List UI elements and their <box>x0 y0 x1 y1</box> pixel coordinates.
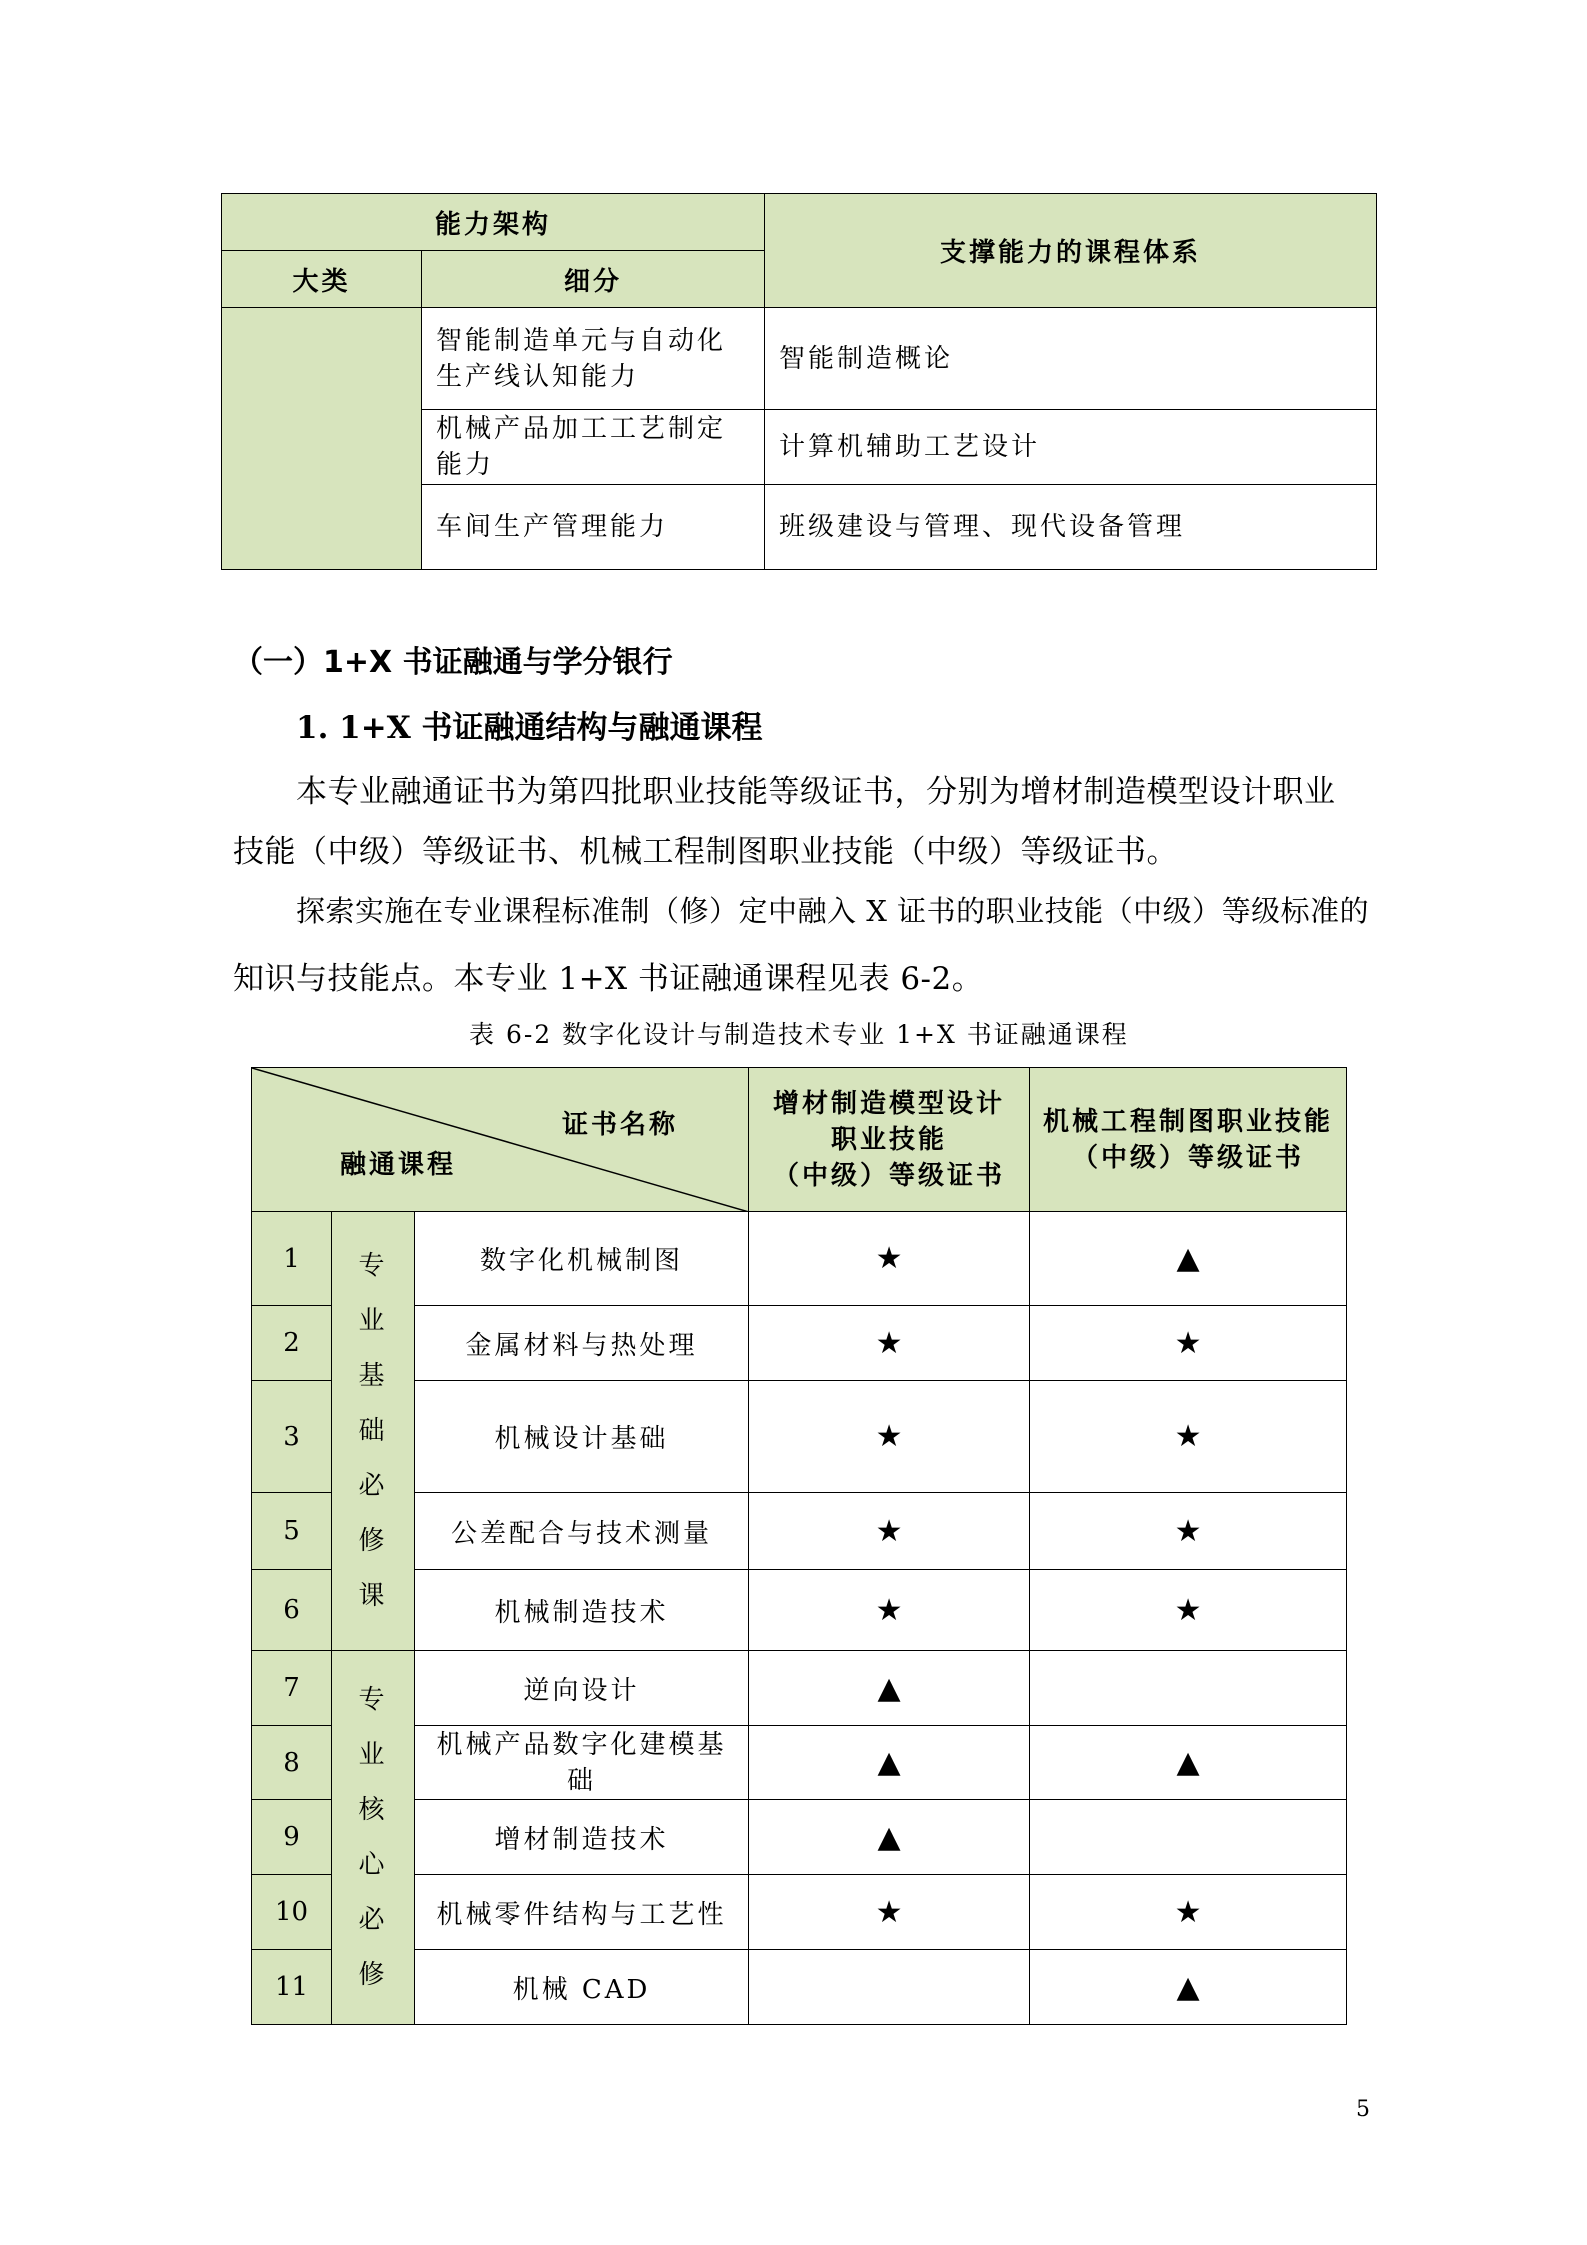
cert1-mark: ★ <box>749 1381 1030 1493</box>
course-cell: 计算机辅助工艺设计 <box>765 410 1377 485</box>
row-number: 7 <box>252 1651 332 1726</box>
cert-integration-table <box>251 1067 1347 2025</box>
course-name: 公差配合与技术测量 <box>415 1493 749 1570</box>
paragraph-2-line-2: 知识与技能点。本专业 1+X 书证融通课程见表 6-2。 <box>233 961 984 997</box>
cert2-header <box>1030 1068 1347 1212</box>
cert2-mark: ▲ <box>1030 1212 1347 1306</box>
cert1-mark: ★ <box>749 1493 1030 1570</box>
course-name: 增材制造技术 <box>415 1800 749 1875</box>
cert1-mark: ★ <box>749 1212 1030 1306</box>
row-number: 10 <box>252 1875 332 1950</box>
ability-framework-header: 能力架构 <box>222 194 765 251</box>
course-label: 融通课程 <box>340 1150 457 1180</box>
cert1-line: 职业技能 <box>831 1124 948 1155</box>
cert1-mark: ★ <box>749 1306 1030 1381</box>
row-number: 6 <box>252 1570 332 1651</box>
category-basic-required <box>332 1212 415 1651</box>
cert2-mark <box>1030 1800 1347 1875</box>
category-cell <box>222 308 422 570</box>
row-number: 11 <box>252 1950 332 2025</box>
cert2-mark: ★ <box>1030 1875 1347 1950</box>
cert2-mark: ★ <box>1030 1493 1347 1570</box>
cert1-line: 增材制造模型设计 <box>773 1088 1006 1119</box>
diagonal-header-cell <box>252 1068 749 1212</box>
course-name: 机械设计基础 <box>415 1381 749 1493</box>
cert2-mark: ▲ <box>1030 1726 1347 1800</box>
cert2-mark <box>1030 1651 1347 1726</box>
category-text: 专业核心必修 <box>358 1684 388 1990</box>
section-heading: （一）1+X 书证融通与学分银行 <box>233 645 673 680</box>
category-text: 专业基础必修课 <box>358 1250 388 1611</box>
cert2-mark: ▲ <box>1030 1950 1347 2025</box>
cert2-mark: ★ <box>1030 1306 1347 1381</box>
page-number: 5 <box>1356 2097 1370 2122</box>
row-number: 1 <box>252 1212 332 1306</box>
course-name: 机械制造技术 <box>415 1570 749 1651</box>
cert1-mark: ▲ <box>749 1726 1030 1800</box>
cert1-mark: ★ <box>749 1875 1030 1950</box>
paragraph-1-line-2: 技能（中级）等级证书、机械工程制图职业技能（中级）等级证书。 <box>233 834 1178 870</box>
row-number: 8 <box>252 1726 332 1800</box>
course-name: 金属材料与热处理 <box>415 1306 749 1381</box>
course-name: 机械 CAD <box>415 1950 749 2025</box>
cert2-mark: ★ <box>1030 1570 1347 1651</box>
cert2-mark: ★ <box>1030 1381 1347 1493</box>
ability-cell: 车间生产管理能力 <box>422 485 765 570</box>
ability-cell: 智能制造单元与自动化生产线认知能力 <box>422 308 765 410</box>
category-core-required <box>332 1651 415 2025</box>
row-number: 9 <box>252 1800 332 1875</box>
row-number: 5 <box>252 1493 332 1570</box>
cert-name-label: 证书名称 <box>562 1110 679 1140</box>
ability-course-table <box>221 193 1377 570</box>
course-name: 数字化机械制图 <box>415 1212 749 1306</box>
cert1-mark <box>749 1950 1030 2025</box>
paragraph-2-line-1: 探索实施在专业课程标准制（修）定中融入 X 证书的职业技能（中级）等级标准的 <box>296 894 1370 928</box>
category-header: 大类 <box>222 251 422 308</box>
cert1-mark: ▲ <box>749 1651 1030 1726</box>
course-name: 逆向设计 <box>415 1651 749 1726</box>
cert1-header <box>749 1068 1030 1212</box>
course-cell: 智能制造概论 <box>765 308 1377 410</box>
row-number: 3 <box>252 1381 332 1493</box>
table-caption: 表 6-2 数字化设计与制造技术专业 1+X 书证融通课程 <box>469 1020 1129 1049</box>
ability-cell: 机械产品加工工艺制定能力 <box>422 410 765 485</box>
subsection-heading: 1. 1+X 书证融通结构与融通课程 <box>296 710 763 746</box>
paragraph-1-line-1: 本专业融通证书为第四批职业技能等级证书，分别为增材制造模型设计职业 <box>296 774 1336 810</box>
cert1-line: （中级）等级证书 <box>773 1160 1006 1191</box>
cert2-line: 机械工程制图职业技能 <box>1043 1106 1334 1137</box>
course-name: 机械产品数字化建模基础 <box>415 1726 749 1800</box>
course-name: 机械零件结构与工艺性 <box>415 1875 749 1950</box>
cert1-mark: ▲ <box>749 1800 1030 1875</box>
course-system-header: 支撑能力的课程体系 <box>765 194 1377 308</box>
cert1-mark: ★ <box>749 1570 1030 1651</box>
row-number: 2 <box>252 1306 332 1381</box>
cert2-line: （中级）等级证书 <box>1072 1142 1305 1173</box>
course-cell: 班级建设与管理、现代设备管理 <box>765 485 1377 570</box>
subcategory-header: 细分 <box>422 251 765 308</box>
